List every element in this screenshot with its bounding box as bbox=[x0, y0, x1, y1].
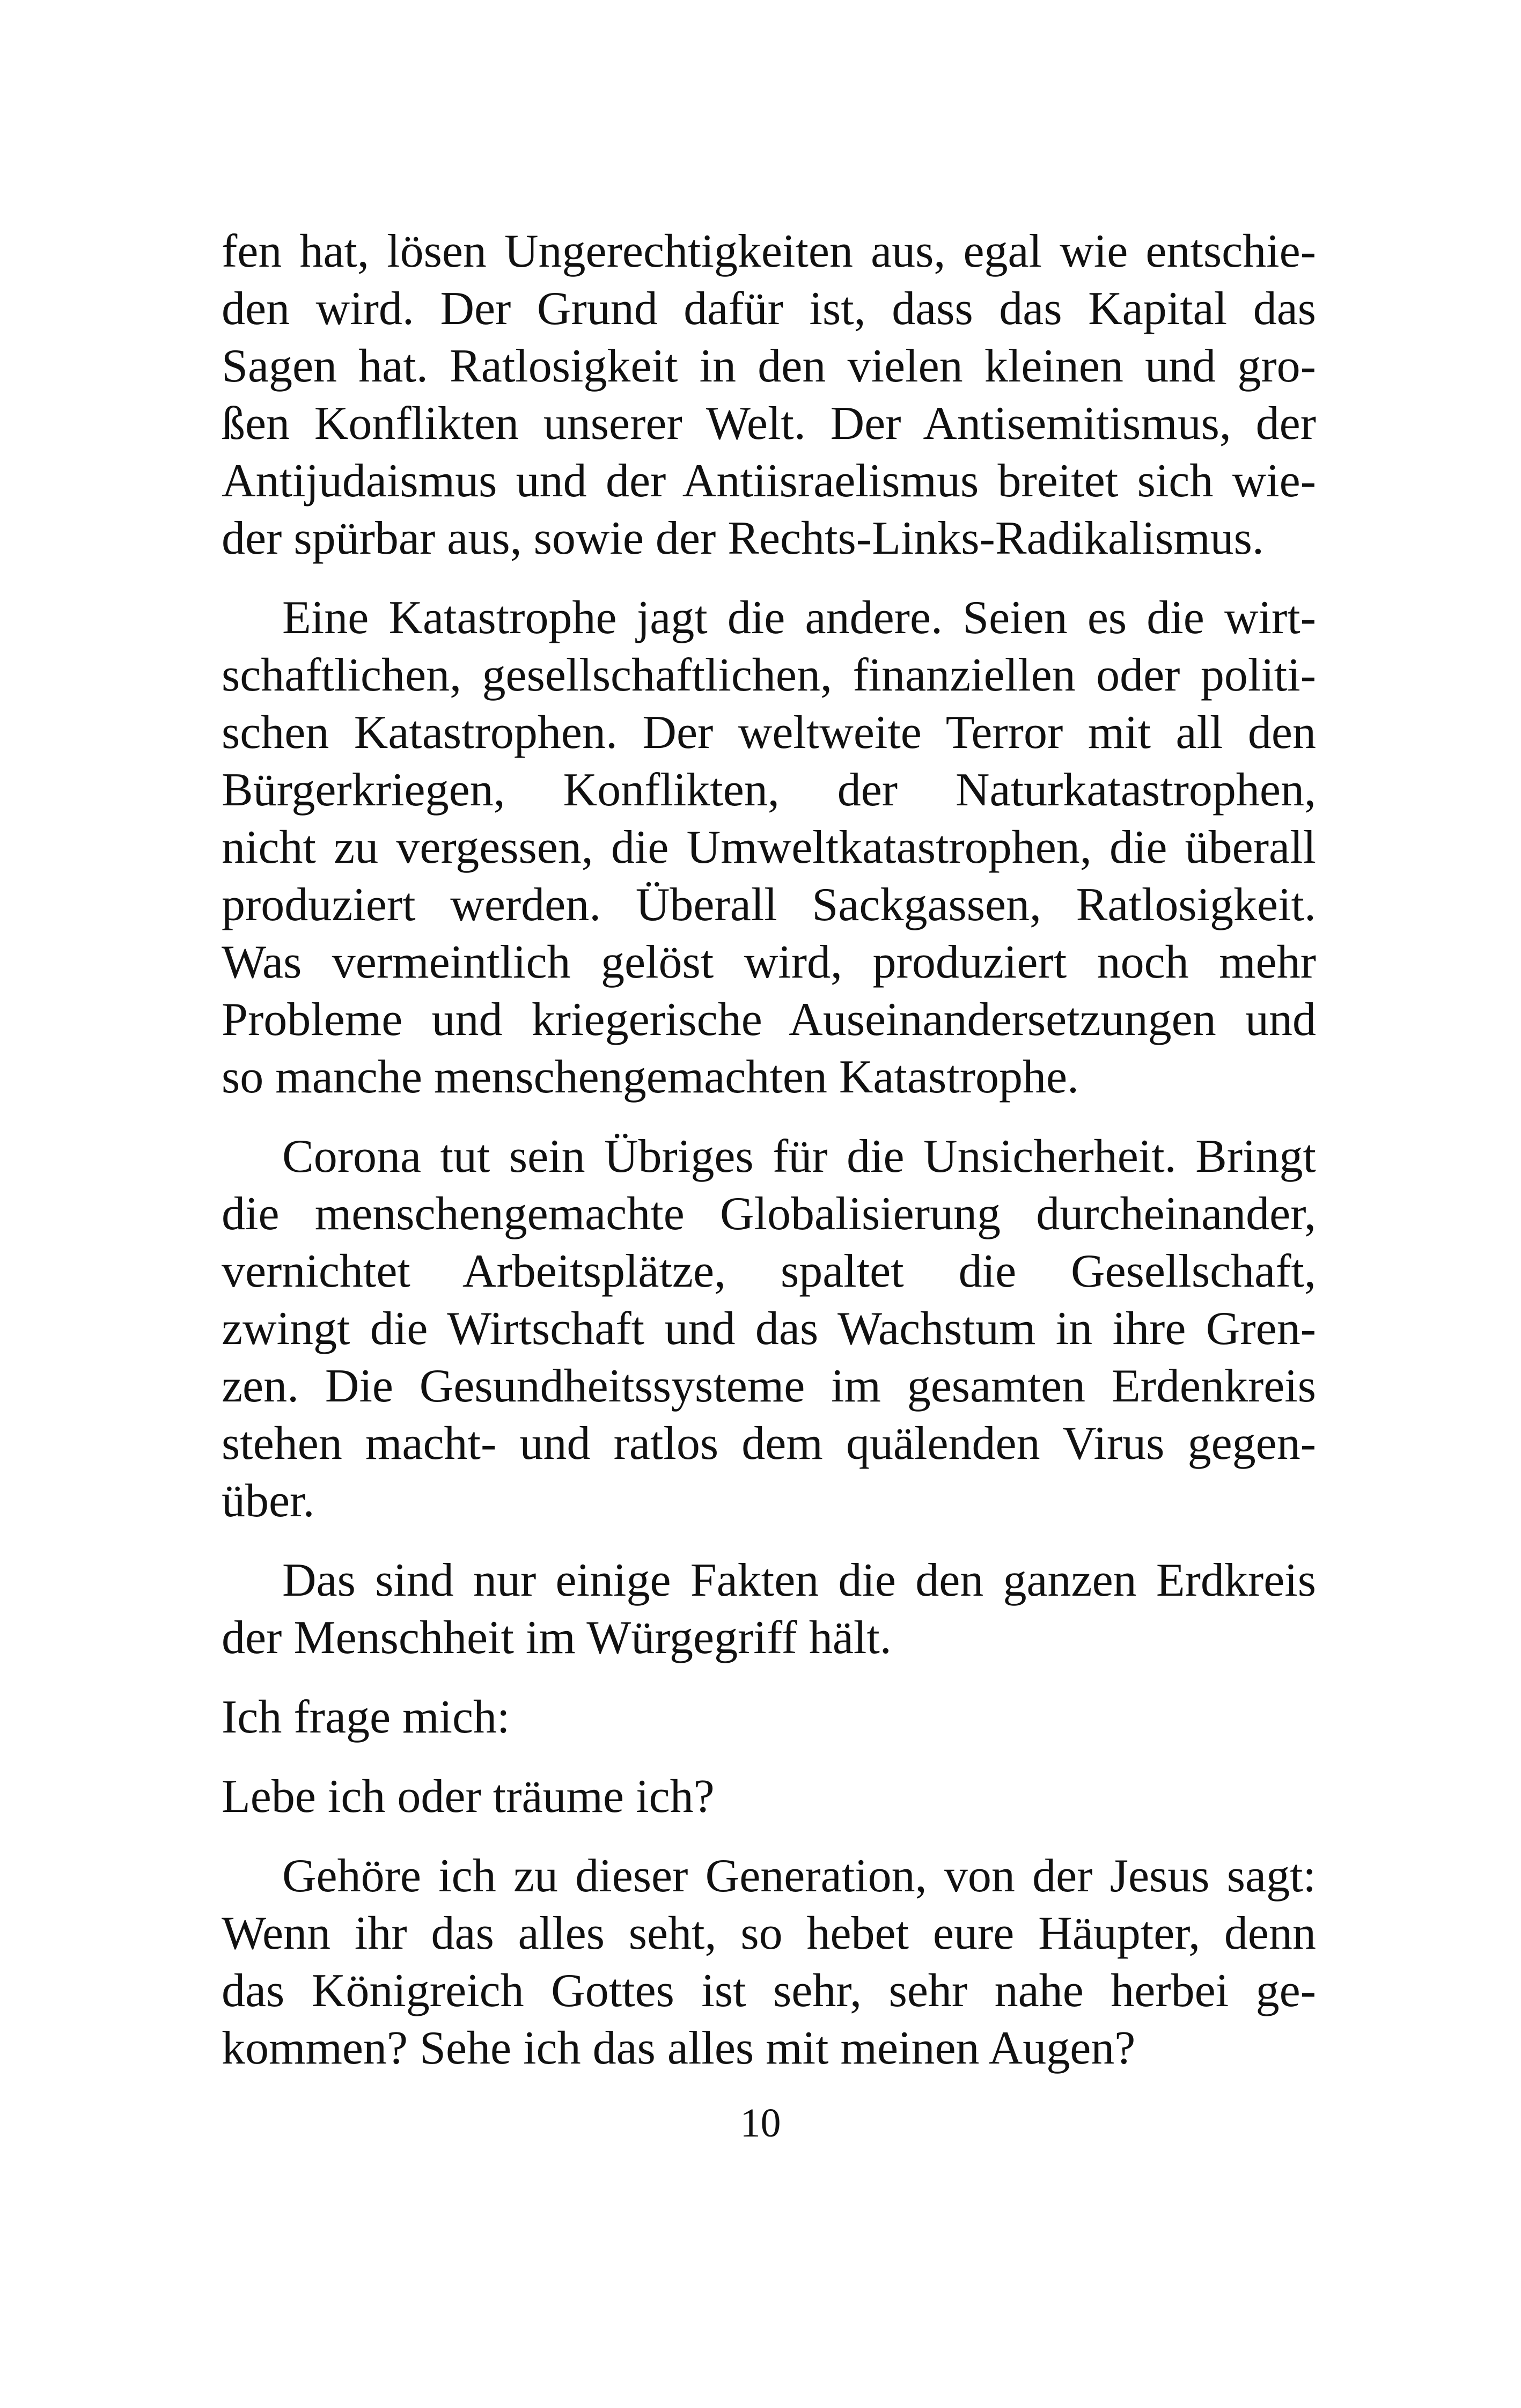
text-line: produziert werden. Überall Sackgassen, Ratlosigkeit. bbox=[222, 879, 1316, 931]
text-line: schaftlichen, gesellschaftlichen, finanziellen oder politi- bbox=[222, 649, 1316, 701]
paragraph bbox=[222, 223, 1316, 567]
text-line: Ich frage mich: bbox=[222, 1691, 510, 1743]
text-line: stehen macht- und ratlos dem quälenden Virus gegen- bbox=[222, 1418, 1316, 1470]
paragraph bbox=[222, 1847, 1316, 2077]
text-line: schen Katastrophen. Der weltweite Terror mit all den bbox=[222, 707, 1316, 759]
page-number: 10 bbox=[740, 2101, 781, 2146]
text-line: über. bbox=[222, 1475, 315, 1527]
text-line: nicht zu vergessen, die Umweltkatastrophen, die überall bbox=[222, 821, 1316, 873]
paragraph bbox=[222, 589, 1316, 1106]
text-line: Corona tut sein Übriges für die Unsicherheit. Bringt bbox=[282, 1130, 1316, 1183]
text-line: den wird. Der Grund dafür ist, dass das Kapital das bbox=[222, 283, 1316, 335]
text-line: der Menschheit im Würgegriff hält. bbox=[222, 1612, 892, 1664]
text-line: Gehöre ich zu dieser Generation, von der Jesus sagt: bbox=[282, 1850, 1316, 1902]
text-line: Was vermeintlich gelöst wird, produziert noch mehr bbox=[222, 936, 1316, 988]
paragraph bbox=[222, 1552, 1316, 1666]
text-line: Lebe ich oder träume ich? bbox=[222, 1771, 715, 1823]
text-line: Sagen hat. Ratlosigkeit in den vielen kleinen und gro- bbox=[222, 340, 1316, 392]
text-line: der spürbar aus, sowie der Rechts-Links-Radikalismus. bbox=[222, 512, 1264, 564]
text-line: fen hat, lösen Ungerechtigkeiten aus, egal wie entschie- bbox=[222, 225, 1316, 277]
text-line: so manche menschengemachten Katastrophe. bbox=[222, 1051, 1079, 1103]
text-line: kommen? Sehe ich das alles mit meinen Augen? bbox=[222, 2022, 1136, 2074]
text-line: Antijudaismus und der Antiisraelismus breitet sich wie- bbox=[222, 455, 1316, 507]
text-line: Bürgerkriegen, Konflikten, der Naturkatastrophen, bbox=[222, 764, 1316, 816]
text-line: zwingt die Wirtschaft und das Wachstum in ihre Gren- bbox=[222, 1303, 1316, 1355]
text-line: das Königreich Gottes ist sehr, sehr nahe herbei ge- bbox=[222, 1965, 1316, 2017]
paragraph bbox=[222, 1688, 1316, 1746]
text-line: Eine Katastrophe jagt die andere. Seien es die wirt- bbox=[282, 592, 1316, 644]
text-line: ßen Konflikten unserer Welt. Der Antisemitismus, der bbox=[222, 398, 1316, 450]
body-text bbox=[222, 223, 1316, 2099]
text-line: zen. Die Gesundheitssysteme im gesamten Erdenkreis bbox=[222, 1360, 1316, 1412]
text-line: Das sind nur einige Fakten die den ganzen Erdkreis bbox=[282, 1554, 1316, 1606]
text-line: die menschengemachte Globalisierung durcheinander, bbox=[222, 1188, 1316, 1240]
paragraph bbox=[222, 1768, 1316, 1825]
text-line: Wenn ihr das alles seht, so hebet eure Häupter, denn bbox=[222, 1907, 1316, 1959]
text-line: vernichtet Arbeitsplätze, spaltet die Gesellschaft, bbox=[222, 1245, 1316, 1297]
text-line: Probleme und kriegerische Auseinandersetzungen und bbox=[222, 994, 1316, 1046]
paragraph bbox=[222, 1128, 1316, 1530]
